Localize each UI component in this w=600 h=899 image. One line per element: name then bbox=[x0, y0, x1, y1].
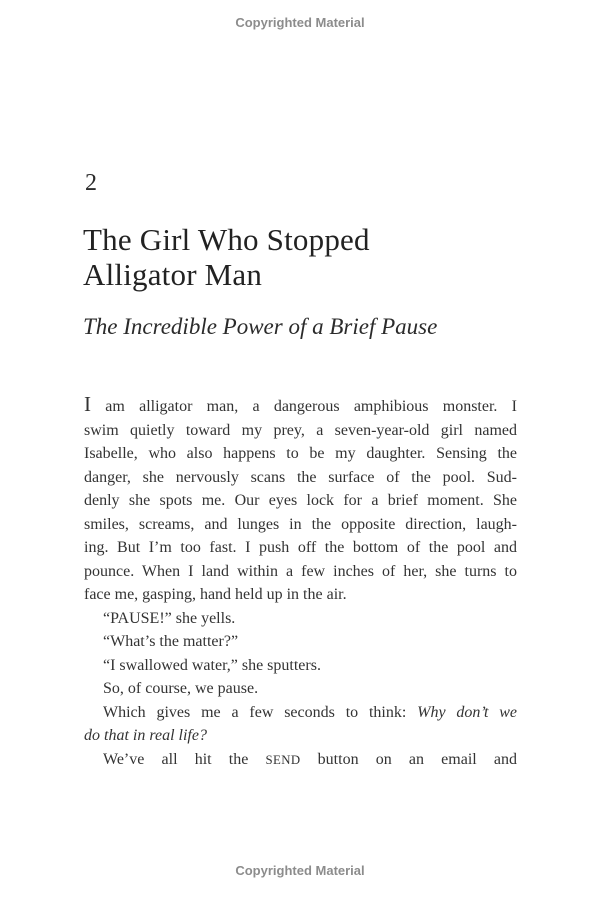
body-line bbox=[84, 442, 517, 466]
body-line bbox=[84, 701, 517, 725]
text-segment: face me, gasping, hand held up in the air. bbox=[84, 586, 347, 603]
body-line bbox=[84, 630, 517, 654]
text-segment: do that in real life? bbox=[84, 727, 207, 744]
text-segment: I bbox=[84, 392, 92, 416]
body-line bbox=[84, 748, 517, 773]
text-segment: Why don’t we bbox=[417, 703, 518, 721]
chapter-subtitle: The Incredible Power of a Brief Pause bbox=[83, 314, 438, 339]
text-segment: danger, she nervously scans the surface of the pool. Sud- bbox=[84, 468, 517, 486]
body-line bbox=[84, 724, 517, 748]
body-line bbox=[84, 513, 517, 537]
body-line bbox=[84, 560, 517, 584]
chapter-title-line-1: The Girl Who Stopped bbox=[83, 222, 370, 257]
body-line bbox=[84, 654, 517, 678]
chapter-title-line-2: Alligator Man bbox=[83, 257, 263, 292]
body-line bbox=[84, 489, 517, 513]
text-segment: Which gives me a few seconds to think: bbox=[103, 703, 418, 721]
copyright-watermark-bottom: Copyrighted Material bbox=[235, 863, 365, 878]
chapter-number: 2 bbox=[85, 170, 97, 196]
copyright-watermark-top: Copyrighted Material bbox=[235, 15, 365, 30]
body-line bbox=[84, 536, 517, 560]
text-segment: We’ve all hit the bbox=[103, 750, 266, 768]
text-segment: So, of course, we pause. bbox=[103, 680, 259, 697]
body-line bbox=[84, 677, 517, 701]
body-text bbox=[84, 394, 517, 772]
text-segment: swim quietly toward my prey, a seven-year-old girl named bbox=[84, 421, 517, 439]
body-line bbox=[84, 583, 517, 607]
text-segment: “What’s the matter?” bbox=[103, 633, 239, 650]
body-line bbox=[84, 607, 517, 631]
body-line bbox=[84, 394, 517, 419]
body-line bbox=[84, 419, 517, 443]
text-segment: “PAUSE!” she yells. bbox=[103, 609, 236, 627]
chapter-title bbox=[83, 222, 370, 292]
text-segment: am alligator man, a dangerous amphibious monster. I bbox=[91, 398, 517, 415]
text-segment: button on an email and bbox=[300, 750, 517, 768]
text-segment: smiles, screams, and lunges in the opposite direction, laugh- bbox=[84, 515, 517, 533]
text-segment: “I swallowed water,” she sputters. bbox=[103, 656, 321, 674]
text-segment: pounce. When I land within a few inches of her, she turns to bbox=[84, 562, 517, 580]
body-line bbox=[84, 466, 517, 490]
smallcaps-word: SEND bbox=[265, 752, 301, 767]
text-segment: Isabelle, who also happens to be my daughter. Sensing the bbox=[84, 445, 517, 462]
text-segment: denly she spots me. Our eyes lock for a brief moment. She bbox=[84, 492, 517, 509]
text-segment: ing. But I’m too fast. I push off the bottom of the pool and bbox=[84, 539, 517, 556]
